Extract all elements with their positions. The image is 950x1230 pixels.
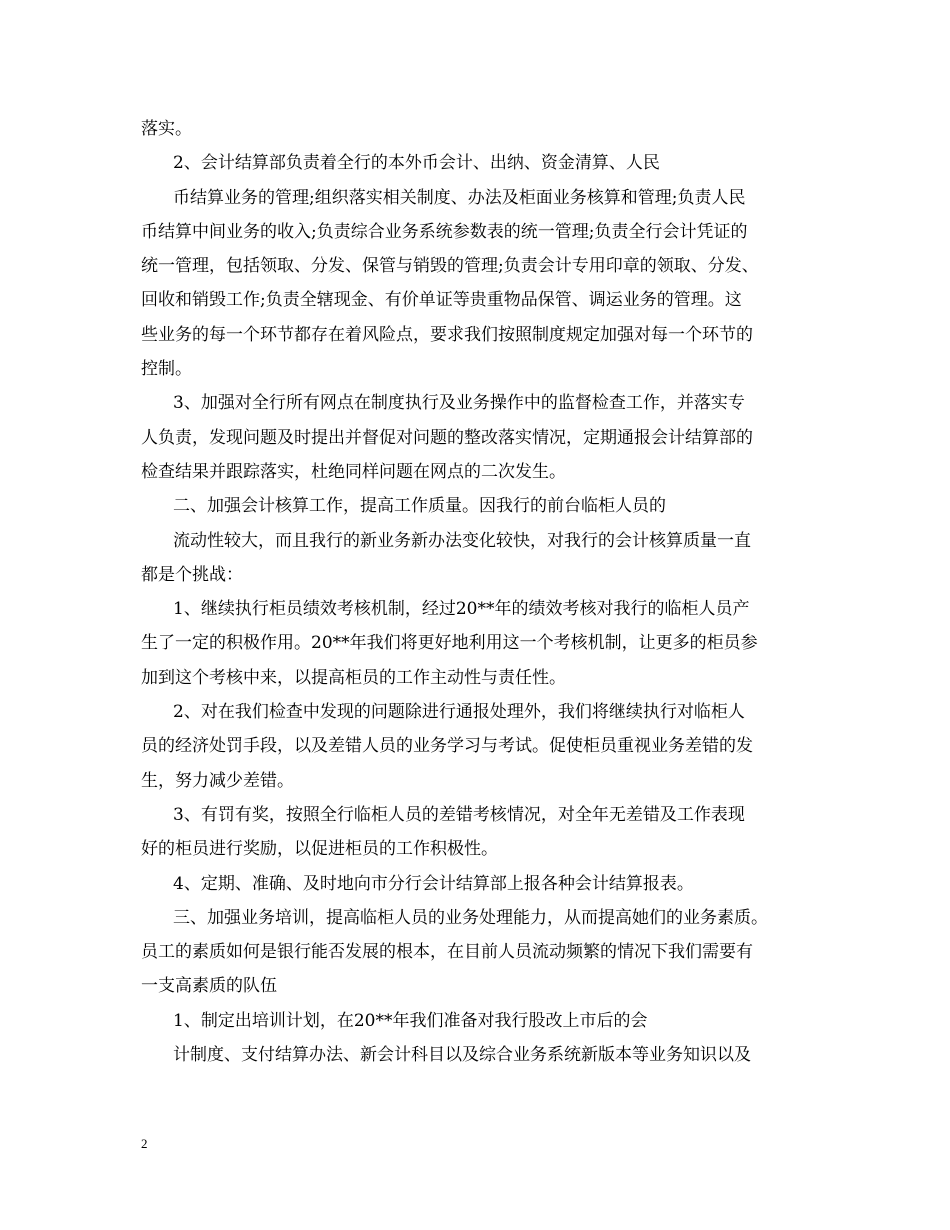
page-number: 2 bbox=[141, 1136, 148, 1151]
text-line: 2、会计结算部负责着全行的本外币会计、出纳、资金清算、人民 bbox=[173, 153, 660, 174]
text-line: 回收和销毁工作;负责全辖现金、有价单证等贵重物品保管、调运业务的管理。这 bbox=[141, 290, 742, 311]
text-line: 员工的素质如何是银行能否发展的根本，在目前人员流动频繁的情况下我们需要有 bbox=[141, 942, 753, 963]
text-line: 1、制定出培训计划，在20**年我们准备对我行股改上市后的会 bbox=[173, 1010, 648, 1031]
text-line: 币结算业务的管理;组织落实相关制度、办法及柜面业务核算和管理;负责人民 bbox=[173, 187, 746, 208]
text-line: 币结算中间业务的收入;负责综合业务系统参数表的统一管理;负责全行会计凭证的 bbox=[141, 221, 748, 242]
text-line: 生了一定的积极作用。20**年我们将更好地利用这一个考核机制，让更多的柜员参 bbox=[141, 633, 758, 654]
text-line: 加到这个考核中来，以提高柜员的工作主动性与责任性。 bbox=[141, 667, 566, 688]
text-line: 控制。 bbox=[141, 359, 192, 380]
text-line: 检查结果并跟踪落实，杜绝同样问题在网点的二次发生。 bbox=[141, 461, 566, 482]
document-body bbox=[141, 112, 821, 1072]
text-line: 人负责，发现问题及时提出并督促对问题的整改落实情况，定期通报会计结算部的 bbox=[141, 427, 753, 448]
text-line: 三、加强业务培训，提高临柜人员的业务处理能力，从而提高她们的业务素质。 bbox=[173, 907, 768, 928]
text-line: 统一管理，包括领取、分发、保管与销毁的管理;负责会计专用印章的领取、分发、 bbox=[141, 256, 759, 277]
text-line: 些业务的每一个环节都存在着风险点，要求我们按照制度规定加强对每一个环节的 bbox=[141, 324, 753, 345]
text-line: 好的柜员进行奖励，以促进柜员的工作积极性。 bbox=[141, 839, 498, 860]
text-line: 二、加强会计核算工作，提高工作质量。因我行的前台临柜人员的 bbox=[173, 496, 666, 517]
text-line: 3、加强对全行所有网点在制度执行及业务操作中的监督检查工作，并落实专 bbox=[173, 393, 745, 414]
text-line: 生，努力减少差错。 bbox=[141, 770, 294, 791]
text-line: 员的经济处罚手段，以及差错人员的业务学习与考试。促使柜员重视业务差错的发 bbox=[141, 736, 753, 757]
text-line: 4、定期、准确、及时地向市分行会计结算部上报各种会计结算报表。 bbox=[173, 873, 694, 894]
text-line: 3、有罚有奖，按照全行临柜人员的差错考核情况，对全年无差错及工作表现 bbox=[173, 804, 745, 825]
text-line: 流动性较大，而且我行的新业务新办法变化较快，对我行的会计核算质量一直 bbox=[173, 530, 751, 551]
text-line: 1、继续执行柜员绩效考核机制，经过20**年的绩效考核对我行的临柜人员产 bbox=[173, 599, 750, 620]
text-line: 计制度、支付结算办法、新会计科目以及综合业务系统新版本等业务知识以及 bbox=[173, 1045, 751, 1066]
text-line: 都是个挑战： bbox=[141, 564, 243, 585]
text-line: 2、对在我们检查中发现的问题除进行通报处理外，我们将继续执行对临柜人 bbox=[173, 702, 745, 723]
text-line: 一支高素质的队伍 bbox=[141, 976, 277, 997]
text-line: 落实。 bbox=[141, 119, 192, 139]
